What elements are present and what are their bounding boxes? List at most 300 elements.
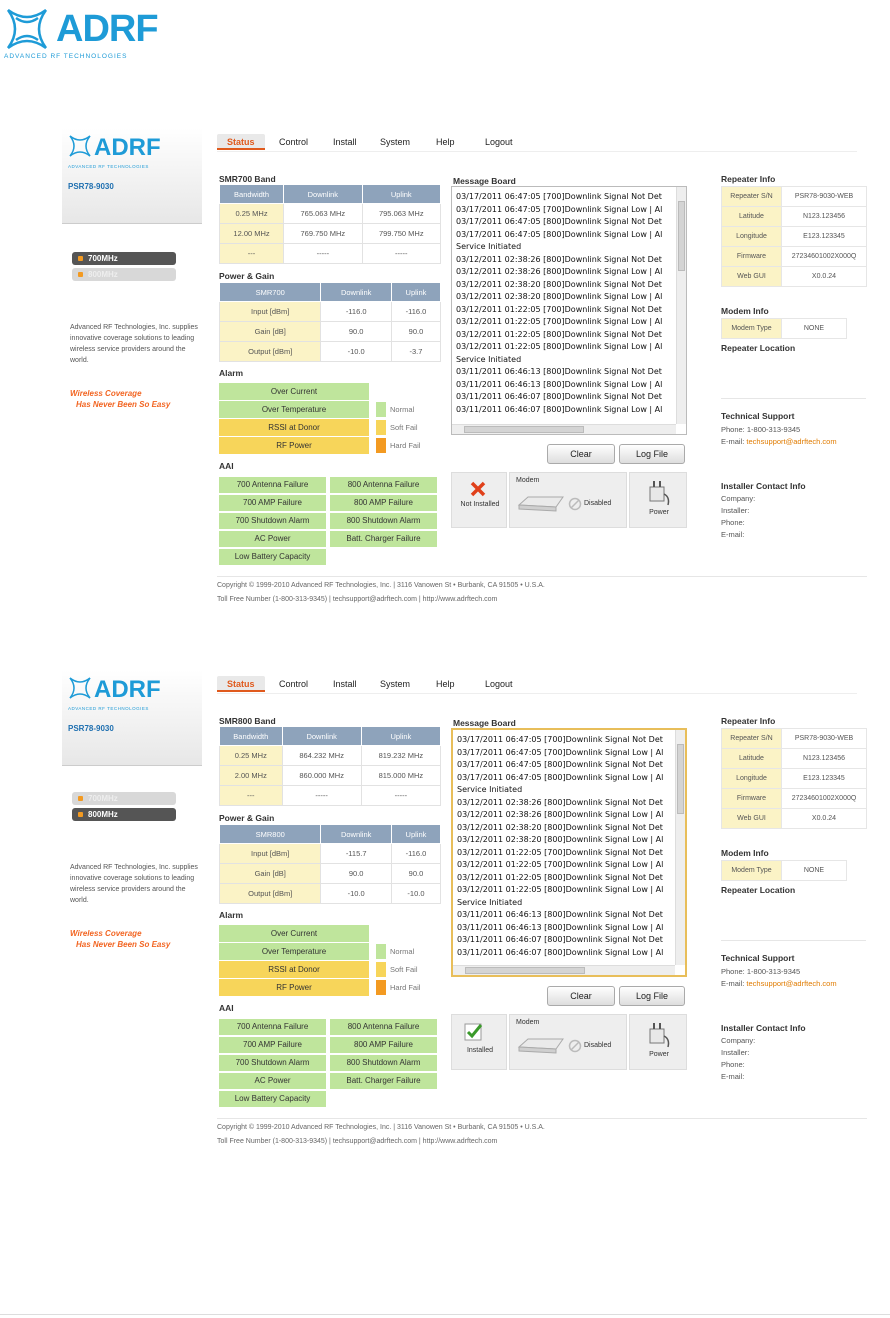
alarm-indicator: Over Temperature — [219, 943, 369, 960]
uplink-cell: 795.063 MHz — [362, 204, 440, 224]
repeater-info-row — [722, 809, 867, 829]
repeater-info-key: Repeater S/N — [722, 729, 782, 749]
alarm-indicator: RSSI at Donor — [219, 419, 369, 436]
model-number: PSR78-9030 — [68, 724, 114, 733]
logo-tagline: ADVANCED RF TECHNOLOGIES — [68, 706, 149, 711]
tab-control[interactable]: Control — [279, 137, 309, 147]
aai-indicator: 800 Shutdown Alarm — [330, 1055, 437, 1071]
modem-info-title: Modem Info — [721, 848, 769, 858]
uplink-cell: ----- — [362, 244, 440, 264]
repeater-info-key: Latitude — [722, 207, 782, 227]
message-line: 03/17/2011 06:47:05 [800]Downlink Signal Not Det — [457, 760, 663, 769]
disabled-icon — [568, 1039, 582, 1053]
clear-button[interactable]: Clear — [547, 986, 615, 1006]
repeater-info-key: Web GUI — [722, 809, 782, 829]
band-row — [220, 224, 441, 244]
page-divider — [0, 1314, 890, 1315]
installer-contact-title: Installer Contact Info — [721, 1023, 806, 1033]
adrf-logo-icon — [68, 134, 92, 158]
adrf-logo-icon — [68, 676, 92, 700]
repeater-info-value: N123.123456 — [782, 207, 867, 227]
scrollbar-thumb[interactable] — [677, 744, 684, 814]
divider — [721, 940, 866, 941]
uplink-cell: 819.232 MHz — [361, 746, 440, 766]
bandwidth-cell: 0.25 MHz — [220, 204, 284, 224]
install-status-panel — [451, 472, 507, 528]
message-board[interactable] — [451, 728, 687, 977]
legend-swatch — [376, 438, 386, 453]
footer-contact: Toll Free Number (1-800-313-9345) | techsupport@adrftech.com | http://www.adrftech.com — [217, 1138, 498, 1145]
footer-contact: Toll Free Number (1-800-313-9345) | techsupport@adrftech.com | http://www.adrftech.com — [217, 596, 498, 603]
aai-indicator: AC Power — [219, 531, 326, 547]
power-gain-table — [219, 282, 441, 362]
tab-control[interactable]: Control — [279, 679, 309, 689]
repeater-location-title: Repeater Location — [721, 885, 796, 895]
power-label: Power — [649, 509, 669, 516]
aai-indicator: 800 AMP Failure — [330, 495, 437, 511]
tab-status[interactable]: Status — [217, 676, 265, 692]
slogan-line: Wireless Coverage — [70, 929, 142, 938]
install-status-label: Not Installed — [460, 501, 500, 508]
installer-field: E-mail: — [721, 1072, 745, 1081]
legend-label: Normal — [390, 405, 415, 414]
modem-icon — [516, 1033, 566, 1059]
repeater-info-value: E123.123345 — [782, 227, 867, 247]
repeater-info-row — [722, 729, 867, 749]
downlink-cell: ----- — [282, 786, 361, 806]
message-line: 03/11/2011 06:46:13 [800]Downlink Signal Not Det — [457, 910, 663, 919]
repeater-info-key: Firmware — [722, 247, 782, 267]
install-status-panel — [451, 1014, 507, 1070]
repeater-info-row — [722, 749, 867, 769]
band-title: SMR800 Band — [219, 716, 276, 726]
repeater-info-key: Web GUI — [722, 267, 782, 287]
repeater-info-key: Longitude — [722, 227, 782, 247]
aai-indicator: 700 Shutdown Alarm — [219, 513, 326, 529]
clear-button[interactable]: Clear — [547, 444, 615, 464]
power-panel — [629, 1014, 687, 1070]
logo-wordmark: ADRF — [94, 134, 161, 161]
uplink-cell: 799.750 MHz — [362, 224, 440, 244]
message-line: 03/11/2011 06:46:07 [800]Downlink Signal Low | Al — [456, 404, 663, 414]
modem-info-row — [722, 319, 847, 339]
installer-field: Phone: — [721, 1060, 745, 1069]
support-email-line — [721, 436, 837, 448]
repeater-info-value: N123.123456 — [782, 749, 867, 769]
message-line: 03/17/2011 06:47:05 [800]Downlink Signal Low | Al — [456, 229, 663, 239]
col-downlink: Downlink — [282, 727, 361, 746]
repeater-info-key: Repeater S/N — [722, 187, 782, 207]
legend-label: Soft Fail — [390, 965, 418, 974]
email-label: E-mail: — [721, 437, 747, 446]
brand-wordmark: ADRF — [56, 8, 158, 50]
aai-indicator: 700 AMP Failure — [219, 1037, 326, 1053]
repeater-info-value: PSR78-9030-WEB — [782, 729, 867, 749]
message-board[interactable] — [451, 186, 687, 435]
alarm-indicator: Over Current — [219, 383, 369, 400]
log-file-button[interactable]: Log File — [619, 444, 685, 464]
modem-info-table — [721, 860, 847, 881]
band-table-header — [220, 185, 441, 204]
aai-indicator: Batt. Charger Failure — [330, 1073, 437, 1089]
message-line: 03/12/2011 01:22:05 [700]Downlink Signal Not Det — [457, 847, 663, 857]
tab-logout[interactable]: Logout — [485, 137, 513, 147]
downlink-cell: -10.0 — [321, 884, 392, 904]
power-gain-title: Power & Gain — [219, 813, 275, 823]
aai-indicator: 700 Antenna Failure — [219, 477, 326, 493]
power-gain-row — [220, 322, 441, 342]
repeater-info-row — [722, 207, 867, 227]
main-tabs — [217, 676, 857, 694]
tab-system[interactable]: System — [380, 679, 411, 689]
sidebar-header — [62, 128, 202, 224]
bandwidth-cell: 0.25 MHz — [220, 746, 283, 766]
modem-type-value: NONE — [782, 861, 847, 881]
message-line: 03/17/2011 06:47:05 [800]Downlink Signal Not Det — [456, 217, 662, 226]
uplink-cell: 90.0 — [391, 864, 440, 884]
modem-icon — [516, 491, 566, 517]
power-gain-header — [220, 825, 441, 844]
band-dot-icon — [78, 796, 83, 801]
band-dot-icon — [78, 812, 83, 817]
legend-label: Normal — [390, 947, 415, 956]
modem-info-table — [721, 318, 847, 339]
disabled-label: Disabled — [584, 500, 612, 507]
message-line: 03/17/2011 06:47:05 [700]Downlink Signal Low | Al — [456, 204, 663, 214]
downlink-cell: 90.0 — [321, 322, 392, 342]
message-line: 03/12/2011 01:22:05 [700]Downlink Signal Low | Al — [457, 860, 664, 869]
aai-indicator: Batt. Charger Failure — [330, 531, 437, 547]
band-row — [220, 786, 441, 806]
message-line: 03/17/2011 06:47:05 [700]Downlink Signal Low | Al — [457, 747, 664, 757]
band-button-700[interactable] — [72, 792, 176, 805]
adrf-brand-logo — [4, 4, 174, 62]
log-file-button[interactable]: Log File — [619, 986, 685, 1006]
x-error-icon — [470, 481, 486, 497]
scrollbar-thumb[interactable] — [465, 967, 585, 974]
status-screenshot-1 — [62, 128, 868, 618]
power-gain-row — [220, 342, 441, 362]
legend-label: Soft Fail — [390, 423, 418, 432]
repeater-info-value: 27234601002X000Q — [782, 247, 867, 267]
downlink-cell: 860.000 MHz — [282, 766, 361, 786]
col-downlink: Downlink — [284, 185, 362, 204]
message-line: 03/12/2011 02:38:26 [800]Downlink Signal Low | Al — [456, 267, 663, 276]
downlink-cell: 765.063 MHz — [284, 204, 362, 224]
support-phone: Phone: 1-800-313-9345 — [721, 425, 801, 434]
aai-indicator: 800 AMP Failure — [330, 1037, 437, 1053]
message-line: 03/11/2011 06:46:13 [800]Downlink Signal Low | Al — [457, 922, 664, 932]
company-about-text: Advanced RF Technologies, Inc. supplies innovative coverage solutions to leading wireless service providers around the world. — [70, 324, 198, 364]
band-button-800[interactable] — [72, 808, 176, 821]
repeater-info-value: X0.0.24 — [782, 809, 867, 829]
band-button-700[interactable] — [72, 252, 176, 265]
aai-indicator: 800 Shutdown Alarm — [330, 513, 437, 529]
installer-field: Installer: — [721, 506, 750, 515]
message-line: 03/11/2011 06:46:07 [800]Downlink Signal Not Det — [457, 935, 663, 944]
message-line: 03/12/2011 02:38:20 [800]Downlink Signal Not Det — [457, 822, 663, 832]
downlink-cell: ----- — [284, 244, 362, 264]
repeater-info-row — [722, 769, 867, 789]
message-line: 03/12/2011 02:38:20 [800]Downlink Signal Low | Al — [457, 835, 664, 844]
uplink-cell: -116.0 — [391, 302, 440, 322]
scrollbar-thumb[interactable] — [464, 426, 584, 433]
uplink-cell: -10.0 — [391, 884, 440, 904]
bandwidth-cell: 2.00 MHz — [220, 766, 283, 786]
repeater-info-row — [722, 247, 867, 267]
slogan-line: Wireless Coverage — [70, 389, 142, 398]
message-line: 03/11/2011 06:46:07 [800]Downlink Signal Not Det — [456, 392, 662, 401]
uplink-cell: 815.000 MHz — [361, 766, 440, 786]
legend-swatch — [376, 944, 386, 959]
scrollbar-thumb[interactable] — [678, 201, 685, 271]
message-line: 03/12/2011 01:22:05 [800]Downlink Signal Not Det — [457, 872, 663, 882]
col-bandwidth: Bandwidth — [220, 727, 283, 746]
tab-status[interactable]: Status — [217, 134, 265, 150]
repeater-info-key: Longitude — [722, 769, 782, 789]
installer-field: E-mail: — [721, 530, 745, 539]
band-title: SMR700 Band — [219, 174, 276, 184]
power-gain-row — [220, 844, 441, 864]
repeater-info-table — [721, 728, 867, 829]
alarm-indicator: Over Current — [219, 925, 369, 942]
uplink-cell: -3.7 — [391, 342, 440, 362]
modem-type-key: Modem Type — [722, 861, 782, 881]
message-line: 03/12/2011 01:22:05 [800]Downlink Signal Not Det — [456, 329, 662, 339]
legend-label: Hard Fail — [390, 441, 421, 450]
aai-indicator: 700 Shutdown Alarm — [219, 1055, 326, 1071]
repeater-info-value: X0.0.24 — [782, 267, 867, 287]
band-table-header — [220, 727, 441, 746]
power-gain-label: Output [dBm] — [220, 342, 321, 362]
sidebar-header — [62, 670, 202, 766]
aai-indicator: 700 Antenna Failure — [219, 1019, 326, 1035]
power-gain-row — [220, 884, 441, 904]
col-band: SMR800 — [220, 825, 321, 844]
install-status-label: Installed — [466, 1047, 494, 1054]
message-board-title: Message Board — [453, 718, 516, 728]
message-line: 03/17/2011 06:47:05 [700]Downlink Signal Not Det — [456, 192, 662, 201]
logo-tagline: ADVANCED RF TECHNOLOGIES — [68, 164, 149, 169]
tab-install[interactable]: Install — [333, 679, 357, 689]
message-line: 03/12/2011 02:38:20 [800]Downlink Signal Low | Al — [456, 292, 663, 301]
tab-install[interactable]: Install — [333, 137, 357, 147]
main-tabs — [217, 134, 857, 152]
installer-contact-title: Installer Contact Info — [721, 481, 806, 491]
message-list — [457, 734, 669, 959]
message-vertical-scrollbar[interactable] — [675, 730, 685, 965]
divider — [721, 398, 866, 399]
tech-support-info — [721, 966, 837, 990]
repeater-info-table — [721, 186, 867, 287]
slogan — [70, 928, 202, 950]
band-dot-icon — [78, 256, 83, 261]
message-line: 03/17/2011 06:47:05 [800]Downlink Signal Low | Al — [457, 772, 664, 782]
downlink-cell: -10.0 — [321, 342, 392, 362]
power-gain-row — [220, 864, 441, 884]
footer-copyright: Copyright © 1999-2010 Advanced RF Technologies, Inc. | 3116 Vanowen St • Burbank, CA 91505 • U.S.A. — [217, 582, 545, 589]
power-gain-header — [220, 283, 441, 302]
email-label: E-mail: — [721, 979, 747, 988]
band-label: 800MHz — [88, 270, 118, 279]
modem-info-row — [722, 861, 847, 881]
company-about-text: Advanced RF Technologies, Inc. supplies innovative coverage solutions to leading wireless service providers around the world. — [70, 864, 198, 904]
message-line: 03/12/2011 01:22:05 [700]Downlink Signal Low | Al — [456, 317, 663, 326]
repeater-info-value: E123.123345 — [782, 769, 867, 789]
band-table — [219, 726, 441, 806]
power-gain-label: Input [dBm] — [220, 302, 321, 322]
col-bandwidth: Bandwidth — [220, 185, 284, 204]
legend-swatch — [376, 980, 386, 995]
power-gain-title: Power & Gain — [219, 271, 275, 281]
tab-logout[interactable]: Logout — [485, 679, 513, 689]
message-line: 03/17/2011 06:47:05 [700]Downlink Signal Not Det — [457, 735, 663, 744]
check-icon — [464, 1023, 484, 1041]
band-label: 700MHz — [88, 254, 118, 263]
alarm-indicator: RSSI at Donor — [219, 961, 369, 978]
col-downlink: Downlink — [321, 283, 392, 302]
support-email-link[interactable]: techsupport@adrftech.com — [746, 437, 837, 446]
power-gain-label: Input [dBm] — [220, 844, 321, 864]
aai-indicator: 700 AMP Failure — [219, 495, 326, 511]
power-panel — [629, 472, 687, 528]
support-email-link[interactable]: techsupport@adrftech.com — [746, 979, 837, 988]
footer-copyright: Copyright © 1999-2010 Advanced RF Technologies, Inc. | 3116 Vanowen St • Burbank, CA 91505 • U.S.A. — [217, 1124, 545, 1131]
tech-support-title: Technical Support — [721, 411, 795, 421]
legend-swatch — [376, 962, 386, 977]
installer-field: Phone: — [721, 518, 745, 527]
band-row — [220, 766, 441, 786]
support-phone: Phone: 1-800-313-9345 — [721, 967, 801, 976]
adrf-logo-icon — [4, 6, 50, 52]
power-gain-table — [219, 824, 441, 904]
slogan-line: Has Never Been So Easy — [76, 400, 171, 409]
brand-tagline: ADVANCED RF TECHNOLOGIES — [4, 53, 128, 60]
message-line: 03/12/2011 01:22:05 [800]Downlink Signal Low | Al — [456, 342, 663, 351]
message-horizontal-scrollbar[interactable] — [453, 965, 675, 975]
aai-indicator: Low Battery Capacity — [219, 1091, 326, 1107]
alarm-title: Alarm — [219, 368, 244, 378]
downlink-cell: 864.232 MHz — [282, 746, 361, 766]
installer-field: Company: — [721, 1036, 756, 1045]
uplink-cell: -116.0 — [391, 844, 440, 864]
band-button-800[interactable] — [72, 268, 176, 281]
band-label: 700MHz — [88, 794, 118, 803]
band-row — [220, 204, 441, 224]
message-line: 03/11/2011 06:46:13 [800]Downlink Signal Not Det — [456, 367, 662, 376]
message-line: Service Initiated — [456, 354, 522, 364]
installer-fields — [721, 493, 755, 541]
power-label: Power — [649, 1051, 669, 1058]
message-line: Service Initiated — [457, 897, 523, 907]
col-uplink: Uplink — [391, 283, 440, 302]
power-gain-label: Output [dBm] — [220, 884, 321, 904]
message-horizontal-scrollbar[interactable] — [452, 424, 676, 434]
slogan-line: Has Never Been So Easy — [76, 940, 171, 949]
message-board-title: Message Board — [453, 176, 516, 186]
repeater-info-value: PSR78-9030-WEB — [782, 187, 867, 207]
power-gain-label: Gain [dB] — [220, 322, 321, 342]
repeater-info-value: 27234601002X000Q — [782, 789, 867, 809]
slogan — [70, 388, 202, 410]
legend-label: Hard Fail — [390, 983, 421, 992]
support-email-line — [721, 978, 837, 990]
repeater-info-row — [722, 227, 867, 247]
modem-info-title: Modem Info — [721, 306, 769, 316]
logo-wordmark: ADRF — [94, 676, 161, 703]
installer-field: Installer: — [721, 1048, 750, 1057]
message-line: 03/12/2011 02:38:26 [800]Downlink Signal Not Det — [456, 254, 662, 264]
power-plug-icon — [646, 479, 672, 507]
legend-swatch — [376, 402, 386, 417]
installer-field: Company: — [721, 494, 756, 503]
downlink-cell: -116.0 — [321, 302, 392, 322]
message-list — [456, 191, 668, 416]
aai-title: AAI — [219, 1003, 234, 1013]
modem-type-value: NONE — [782, 319, 847, 339]
bandwidth-cell: 12.00 MHz — [220, 224, 284, 244]
col-band: SMR700 — [220, 283, 321, 302]
repeater-info-key: Firmware — [722, 789, 782, 809]
tab-system[interactable]: System — [380, 137, 411, 147]
message-line: 03/12/2011 01:22:05 [700]Downlink Signal Not Det — [456, 304, 662, 314]
col-uplink: Uplink — [362, 185, 440, 204]
band-label: 800MHz — [88, 810, 118, 819]
modem-panel — [509, 472, 627, 528]
footer-divider — [217, 1118, 867, 1119]
bandwidth-cell: --- — [220, 244, 284, 264]
alarm-indicator: RF Power — [219, 979, 369, 996]
repeater-location-title: Repeater Location — [721, 343, 796, 353]
tech-support-title: Technical Support — [721, 953, 795, 963]
band-row — [220, 244, 441, 264]
footer-divider — [217, 576, 867, 577]
message-line: Service Initiated — [457, 785, 523, 794]
uplink-cell: 90.0 — [391, 322, 440, 342]
band-row — [220, 746, 441, 766]
aai-indicator: Low Battery Capacity — [219, 549, 326, 565]
aai-indicator: 800 Antenna Failure — [330, 1019, 437, 1035]
message-line: 03/11/2011 06:46:13 [800]Downlink Signal Low | Al — [456, 379, 663, 389]
aai-title: AAI — [219, 461, 234, 471]
aai-indicator: AC Power — [219, 1073, 326, 1089]
repeater-info-row — [722, 187, 867, 207]
repeater-info-key: Latitude — [722, 749, 782, 769]
downlink-cell: 769.750 MHz — [284, 224, 362, 244]
disabled-icon — [568, 497, 582, 511]
message-line: Service Initiated — [456, 242, 522, 251]
col-uplink: Uplink — [361, 727, 440, 746]
tab-help[interactable]: Help — [436, 679, 455, 689]
power-gain-row — [220, 302, 441, 322]
col-downlink: Downlink — [321, 825, 392, 844]
band-table — [219, 184, 441, 264]
message-vertical-scrollbar[interactable] — [676, 187, 686, 424]
tab-help[interactable]: Help — [436, 137, 455, 147]
band-dot-icon — [78, 272, 83, 277]
tech-support-info — [721, 424, 837, 448]
alarm-indicator: Over Temperature — [219, 401, 369, 418]
message-line: 03/12/2011 02:38:26 [800]Downlink Signal Low | Al — [457, 810, 664, 819]
col-uplink: Uplink — [391, 825, 440, 844]
message-line: 03/12/2011 01:22:05 [800]Downlink Signal Low | Al — [457, 885, 664, 894]
installer-fields — [721, 1035, 755, 1083]
modem-label: Modem — [516, 477, 540, 484]
alarm-title: Alarm — [219, 910, 244, 920]
uplink-cell: ----- — [361, 786, 440, 806]
legend-swatch — [376, 420, 386, 435]
repeater-info-row — [722, 789, 867, 809]
